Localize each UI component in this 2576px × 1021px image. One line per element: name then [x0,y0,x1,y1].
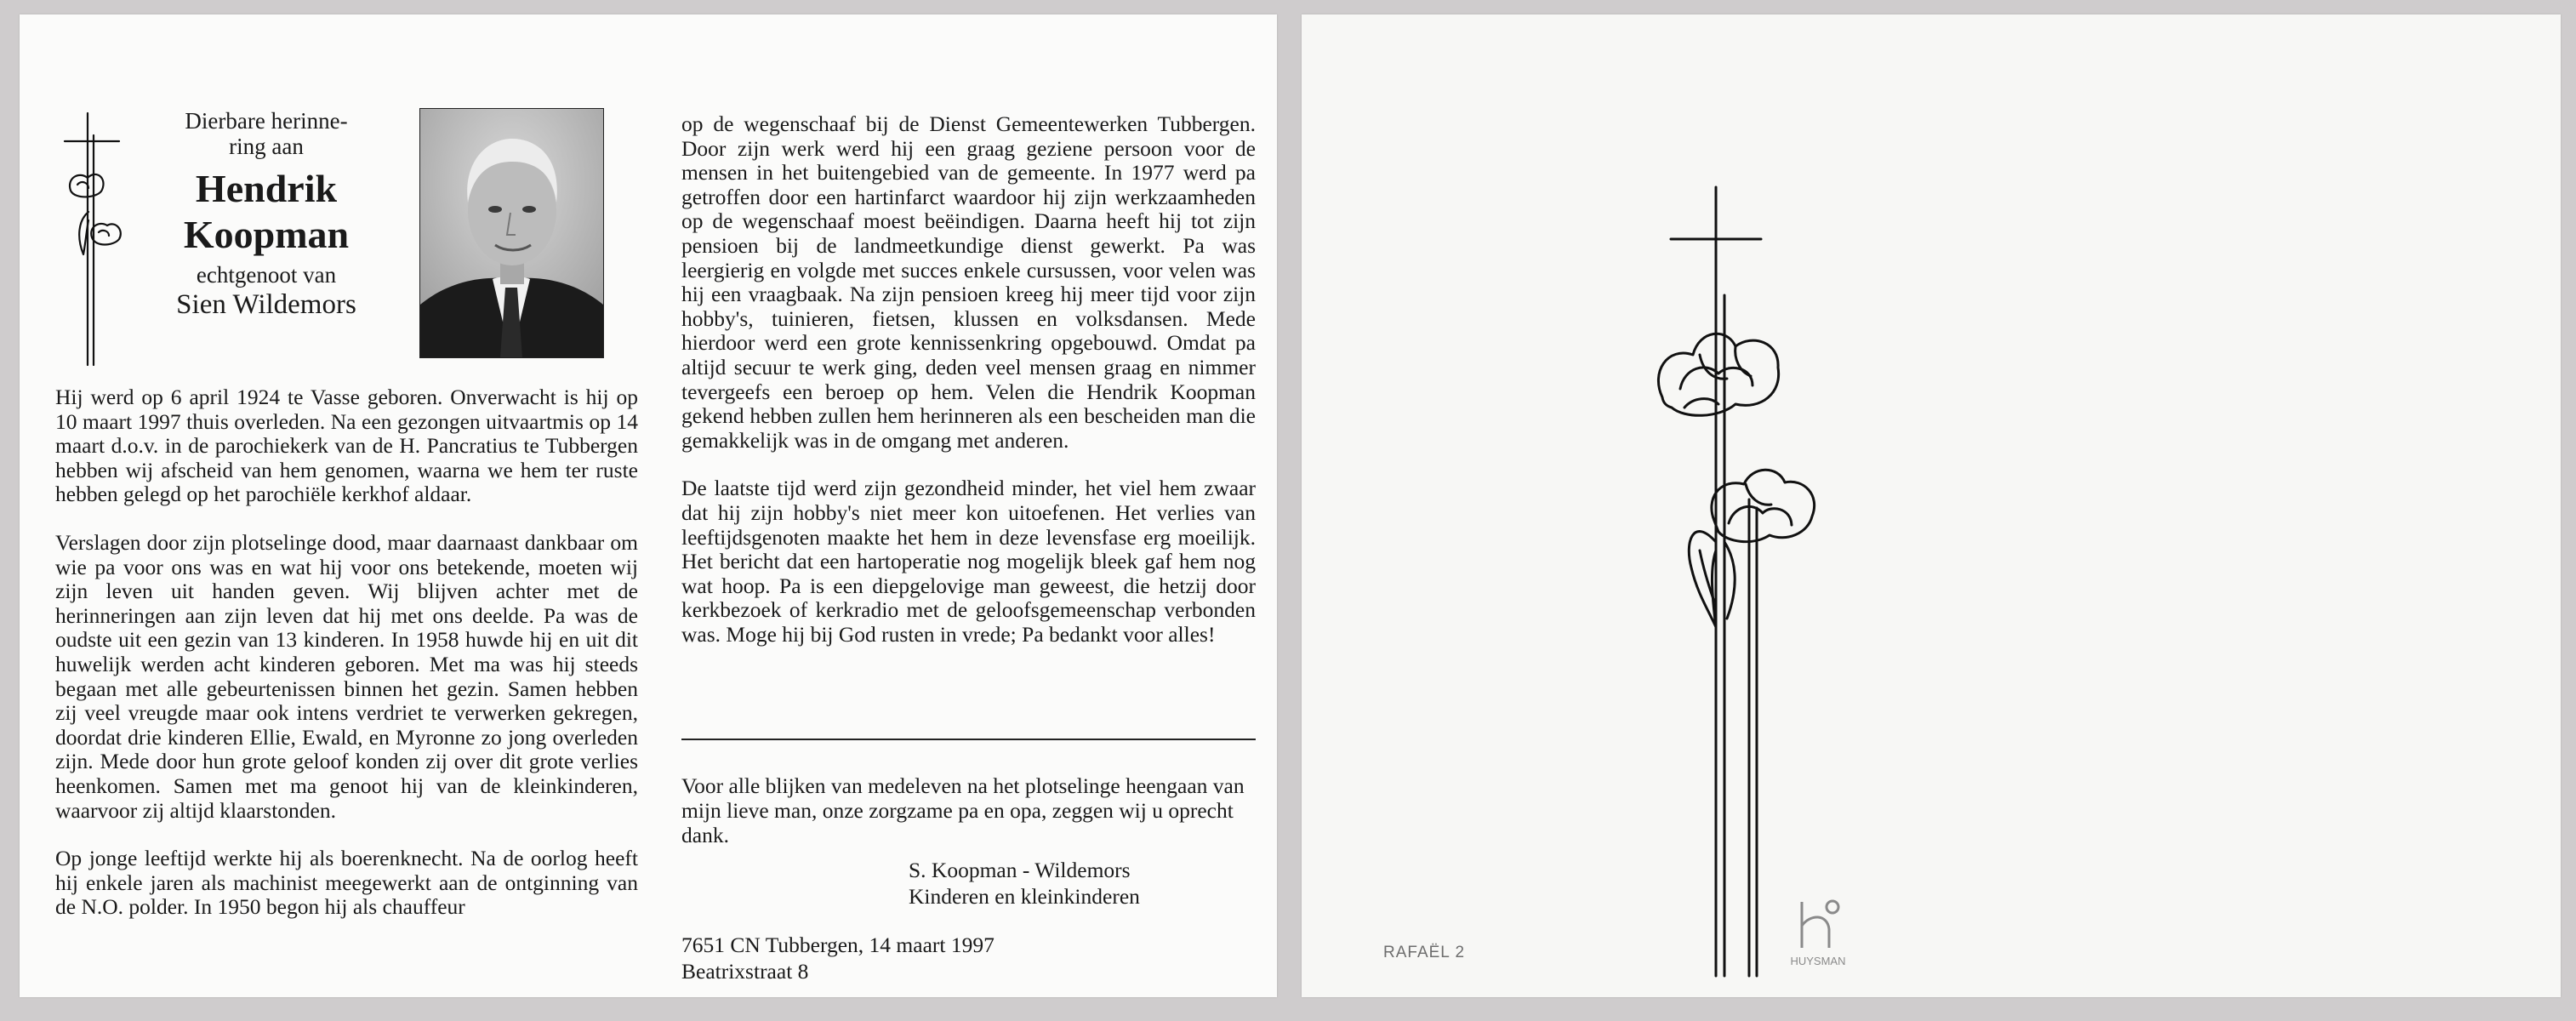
header-block [156,108,377,321]
address-line-2: Beatrixstraat 8 [681,959,809,984]
signature-line-1: S. Koopman - Wildemors [909,858,1131,882]
biography-paragraph-3: Op jonge leeftijd werkte hij als boerenknecht. Na de oorlog heeft hij enkele jaren als machinist meegewerkt aan de ontginning van de N.O. polder. In 1950 begon hij als chauffeur [55,846,638,920]
biography-paragraph-4: op de wegenschaaf bij de Dienst Gemeentewerken Tubbergen. Door zijn werk werd hij een graag geziene persoon voor de mensen in het buitengebied van de gemeente. In 1977 werd pa getroffen door een hartinfarct waardoor hij zijn werkzaamheden op de wegenschaaf moest beëindigen. Daarna heeft hij tot zijn pensioen bij de landmeetkundige dienst gewerkt. Pa was leergierig en volgde met succes enkele cursussen, voor velen was hij een vraagbaak. Na zijn pensioen kreeg hij meer tijd voor zijn hobby's, tuinieren, fietsen, klussen en volksdansen. Mede hierdoor werd een grote kennissenkring opgebouwd. Omdat pa altijd secuur te werk ging, deden veel mensen graag en nimmer tevergeefs een beroep op hem. Velen die Hendrik Koopman gekend hebben zullen hem herinneren als een bescheiden man die gemakkelijk was in de omgang met anderen. [681,111,1256,453]
card-model-label: RAFAËL 2 [1383,944,1466,961]
spouse-name: Sien Wildemors [176,289,356,320]
cross-with-roses-icon [1633,185,1855,980]
intro-line-2: ring aan [229,134,304,159]
cross-with-roses-icon [49,110,143,369]
spouse-label: echtgenoot van [196,262,337,288]
biography-right-column [681,112,1256,670]
biography-paragraph-2: Verslagen door zijn plotselinge dood, maar daarnaast dankbaar om wie pa voor ons was en wat hij voor ons betekende, moeten wij zijn leven uit handen geven. Wij blijven achter met de herinneringen aan zijn leven dat hij met ons deelde. Pa was de oudste uit een gezin van 13 kinderen. In 1958 huwde hij en uit dit huwelijk werden acht kinderen geboren. Met ma was hij steeds begaan met alle gebeurtenissen binnen het gezin. Samen hebben zij veel vreugde maar ook intens verdriet te verwerken gekregen, doordat drie kinderen Ellie, Ewald, en Myronne zo jong overleden zijn. Mede door hun grote geloof konden zij over dit grote verlies heenkomen. Samen met ma genoot hij van de kleinkinderen, waarvoor zij altijd klaarstonden. [55,529,638,823]
family-address [681,932,994,984]
biography-left-column [55,385,638,944]
portrait-illustration [420,109,603,357]
biography-paragraph-5: De laatste tijd werd zijn gezondheid minder, het viel hem zwaar dat hij zijn hobby's niet meer kon uitoefenen. Het verlies van leeftijdsgenoten maakte het hem in deze levensfase erg moeilijk. Het bericht dat een hartoperatie nog mogelijk bleek gaf hem nog wat hoop. Pa is een diepgelovige man geweest, die hetzij door kerkbezoek of kerkradio met de geloofsgemeenschap verbonden was. Moge hij bij God rusten in vrede; Pa bedankt voor alles! [681,476,1256,647]
memorial-card-front [20,14,1277,997]
section-divider [681,739,1256,740]
thanks-signature [909,857,1140,910]
deceased-last-name: Koopman [183,213,350,256]
address-line-1: 7651 CN Tubbergen, 14 maart 1997 [681,933,994,957]
thanks-text: Voor alle blijken van medeleven na het plotselinge heengaan van mijn lieve man, onze zorgzame pa en opa, zeggen wij u oprecht dank. [681,773,1245,847]
signature-line-2: Kinderen en kleinkinderen [909,884,1140,909]
intro-text [156,108,377,159]
huysman-logo [1787,895,1850,976]
intro-line-1: Dierbare herinne- [185,108,348,134]
portrait-photo [419,108,604,358]
logo-text: HUYSMAN [1790,955,1846,967]
memorial-card-back [1302,14,2561,997]
biography-paragraph-1: Hij werd op 6 april 1924 te Vasse geboren. Onverwacht is hij op 10 maart 1997 thuis overleden. Na een gezongen uitvaartmis op 14 maart d.o.v. in de parochiekerk van de H. Pancratius te Tubbergen hebben wij afscheid van hem genomen, waarna we hem ter ruste hebben gelegd op het parochiële kerkhof aldaar. [55,385,638,507]
deceased-first-name: Hendrik [195,167,338,210]
